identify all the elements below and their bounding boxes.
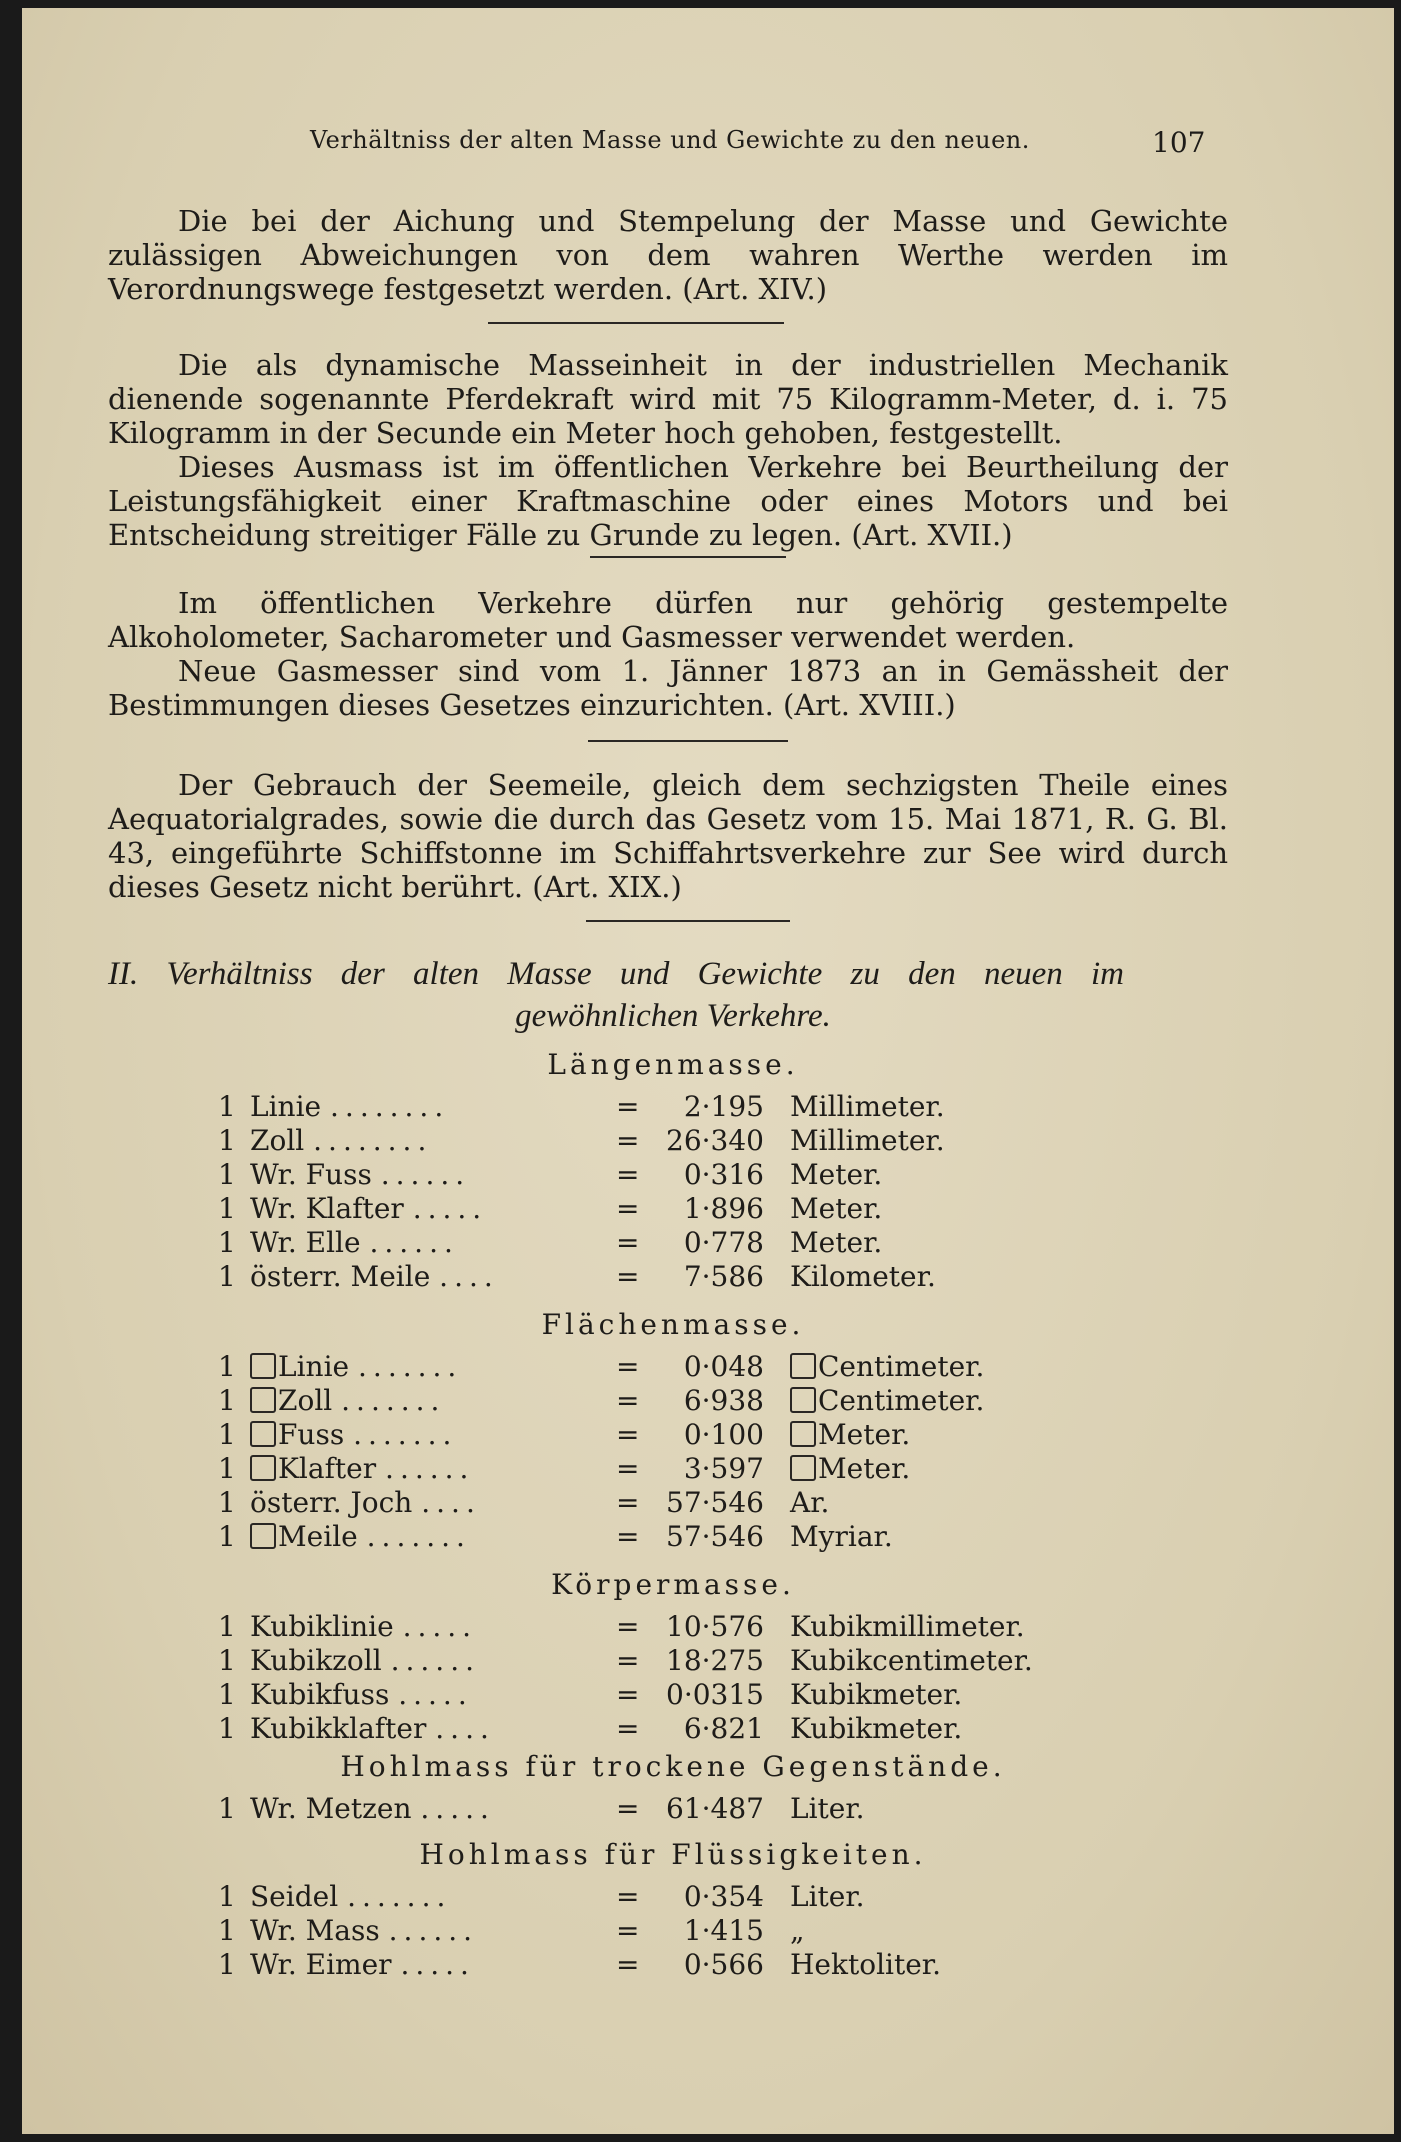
row-target-unit [790, 1090, 945, 1124]
leader-dots: ..... [402, 1610, 478, 1643]
table-row [218, 1452, 1118, 1486]
row-value: 1·896 [683, 1192, 764, 1225]
divider [588, 740, 788, 742]
leader-dots: ....... [366, 1520, 471, 1553]
row-count: 1 [218, 1452, 236, 1485]
row-value: 57·546 [666, 1486, 764, 1519]
paragraph-text: Dieses Ausmass ist im öffentlichen Verkehre bei Beurtheilung der Leistungsfähigkeit einer Kraftmaschine oder eines Motors und bei Entscheidung streitiger Fälle zu Grunde zu legen. (Art. XVII.) [108, 450, 1228, 552]
target-label: Meter. [790, 1226, 883, 1259]
row-unit [250, 1948, 475, 1982]
leader-dots: ....... [341, 1384, 446, 1417]
equals-sign: = [616, 1384, 640, 1417]
paragraph-text: Im öffentlichen Verkehre dürfen nur gehörig gestempelte Alkoholometer, Sacharometer und Gasmesser verwendet werden. [108, 586, 1228, 654]
row-value: 61·487 [666, 1792, 764, 1825]
equals-sign: = [616, 1880, 640, 1913]
row-target-unit [790, 1124, 945, 1158]
row-count: 1 [218, 1520, 236, 1553]
row-target-unit [790, 1158, 882, 1192]
row-value: 0·0315 [666, 1678, 764, 1711]
table-row [218, 1124, 1118, 1158]
row-unit [250, 1418, 457, 1452]
leader-dots: .... [435, 1712, 495, 1745]
row-value: 10·576 [666, 1610, 764, 1643]
row-count: 1 [218, 1158, 236, 1191]
row-target-unit [790, 1192, 882, 1226]
target-label: Millimeter. [790, 1090, 945, 1123]
unit-label: Wr. Eimer [250, 1948, 392, 1981]
row-target-unit [790, 1452, 910, 1486]
table-row [218, 1644, 1118, 1678]
equals-sign: = [616, 1124, 640, 1157]
row-target-unit [790, 1260, 936, 1294]
page-number: 107 [1152, 126, 1206, 159]
row-count: 1 [218, 1124, 236, 1157]
target-label: Hektoliter. [790, 1948, 942, 1981]
row-value: 0·100 [683, 1418, 764, 1451]
table-row [218, 1610, 1118, 1644]
table-group-title: Körpermasse. [551, 1568, 795, 1601]
page [22, 8, 1394, 2134]
row-target-unit [790, 1644, 1033, 1678]
table-row [218, 1418, 1118, 1452]
equals-sign: = [616, 1678, 640, 1711]
row-value: 0·566 [683, 1948, 764, 1981]
divider [586, 920, 790, 922]
row-value: 6·821 [683, 1712, 764, 1745]
row-target-unit [790, 1418, 910, 1452]
target-label: Kilometer. [790, 1260, 936, 1293]
unit-label: Meile [278, 1520, 358, 1553]
target-label: Meter. [790, 1158, 883, 1191]
unit-label: Kubiklinie [250, 1610, 394, 1643]
equals-sign: = [616, 1712, 640, 1745]
row-value: 2·195 [683, 1090, 764, 1123]
table-row [218, 1792, 1118, 1826]
table-row [218, 1948, 1118, 1982]
unit-label: Kubikfuss [250, 1678, 390, 1711]
row-count: 1 [218, 1384, 236, 1417]
leader-dots: ........ [330, 1090, 450, 1123]
section-heading [108, 954, 1238, 1036]
target-label: Meter. [818, 1452, 911, 1485]
equals-sign: = [616, 1486, 640, 1519]
row-unit [250, 1644, 480, 1678]
paragraph-art-xiv [108, 204, 1228, 306]
equals-sign: = [616, 1948, 640, 1981]
row-unit [250, 1712, 495, 1746]
row-target-unit [790, 1792, 865, 1826]
target-label: Kubikcentimeter. [790, 1644, 1033, 1677]
table-row [218, 1226, 1118, 1260]
target-label: Kubikmeter. [790, 1712, 963, 1745]
row-count: 1 [218, 1610, 236, 1643]
unit-label: Wr. Klafter [250, 1192, 404, 1225]
row-target-unit [790, 1948, 941, 1982]
row-unit [250, 1610, 477, 1644]
row-unit [250, 1452, 474, 1486]
leader-dots: ...... [385, 1452, 475, 1485]
row-value: 18·275 [666, 1644, 764, 1677]
row-value: 0·048 [683, 1350, 764, 1383]
table-row [218, 1880, 1118, 1914]
leader-dots: ...... [369, 1226, 459, 1259]
unit-label: Wr. Mass [250, 1914, 380, 1947]
row-value: 7·586 [683, 1260, 764, 1293]
unit-label: Wr. Metzen [250, 1792, 412, 1825]
row-count: 1 [218, 1192, 236, 1225]
unit-label: Kubikzoll [250, 1644, 382, 1677]
square-icon [250, 1421, 276, 1447]
square-icon [250, 1523, 276, 1549]
table-group-title: Längenmasse. [547, 1048, 799, 1081]
table-row [218, 1192, 1118, 1226]
row-value: 0·316 [683, 1158, 764, 1191]
target-label: „ [790, 1914, 805, 1947]
target-label: Millimeter. [790, 1124, 945, 1157]
divider [590, 556, 786, 558]
square-icon [250, 1387, 276, 1413]
leader-dots: ........ [313, 1124, 433, 1157]
equals-sign: = [616, 1792, 640, 1825]
unit-label: Seidel [250, 1880, 339, 1913]
target-label: Kubikmeter. [790, 1678, 963, 1711]
target-label: Meter. [790, 1192, 883, 1225]
equals-sign: = [616, 1226, 640, 1259]
row-unit [250, 1486, 481, 1520]
table-row [218, 1158, 1118, 1192]
row-unit [250, 1090, 449, 1124]
row-count: 1 [218, 1226, 236, 1259]
row-target-unit [790, 1226, 882, 1260]
equals-sign: = [616, 1090, 640, 1123]
leader-dots: ..... [400, 1948, 475, 1981]
square-icon [250, 1353, 276, 1379]
unit-label: Zoll [250, 1124, 305, 1157]
row-unit [250, 1192, 487, 1226]
table-row [218, 1914, 1118, 1948]
table-group-title: Hohlmass für trockene Gegenstände. [340, 1750, 1006, 1783]
leader-dots: ..... [420, 1792, 495, 1825]
row-count: 1 [218, 1260, 236, 1293]
square-icon [250, 1455, 276, 1481]
row-value: 3·597 [683, 1452, 764, 1485]
row-target-unit [790, 1914, 805, 1948]
paragraph-text: Der Gebrauch der Seemeile, gleich dem sechzigsten Theile eines Aequatorialgrades, sowie die durch das Gesetz vom 15. Mai 1871, R. G. Bl. 43, eingeführte Schiffstonne im Schiffahrtsverkehre zur See wird durch dieses Gesetz nicht berührt. (Art. XIX.) [108, 768, 1228, 904]
table-row [218, 1384, 1118, 1418]
row-value: 57·546 [666, 1520, 764, 1553]
paragraph-art-xvii [108, 348, 1228, 552]
row-count: 1 [218, 1678, 236, 1711]
row-count: 1 [218, 1948, 236, 1981]
row-unit [250, 1914, 478, 1948]
equals-sign: = [616, 1418, 640, 1451]
row-target-unit [790, 1520, 893, 1554]
row-target-unit [790, 1350, 984, 1384]
table-group-title: Hohlmass für Flüssigkeiten. [419, 1838, 927, 1871]
leader-dots: ..... [398, 1678, 473, 1711]
row-value: 26·340 [666, 1124, 764, 1157]
row-unit [250, 1260, 499, 1294]
square-icon [790, 1387, 816, 1413]
unit-label: Kubikklafter [250, 1712, 427, 1745]
row-unit [250, 1520, 471, 1554]
row-target-unit [790, 1880, 865, 1914]
target-label: Myriar. [790, 1520, 893, 1553]
equals-sign: = [616, 1914, 640, 1947]
row-count: 1 [218, 1712, 236, 1745]
leader-dots: ...... [390, 1644, 481, 1677]
row-value: 0·778 [683, 1226, 764, 1259]
target-label: Centimeter. [818, 1384, 985, 1417]
leader-dots: ....... [358, 1350, 463, 1383]
row-unit [250, 1226, 459, 1260]
leader-dots: .... [439, 1260, 499, 1293]
unit-label: österr. Joch [250, 1486, 413, 1519]
table-row [218, 1260, 1118, 1294]
paragraph-text: Die bei der Aichung und Stempelung der Masse und Gewichte zulässigen Abweichungen von dem wahren Werthe werden im Verordnungswege festgesetzt werden. (Art. XIV.) [108, 204, 1228, 306]
leader-dots: ....... [347, 1880, 452, 1913]
target-label: Liter. [790, 1880, 865, 1913]
unit-label: Fuss [278, 1418, 345, 1451]
target-label: Ar. [790, 1486, 830, 1519]
divider [488, 322, 784, 324]
row-unit [250, 1792, 495, 1826]
table-row [218, 1090, 1118, 1124]
unit-label: österr. Meile [250, 1260, 431, 1293]
unit-label: Klafter [278, 1452, 377, 1485]
table-row [218, 1520, 1118, 1554]
target-label: Kubikmillimeter. [790, 1610, 1025, 1643]
equals-sign: = [616, 1260, 640, 1293]
equals-sign: = [616, 1520, 640, 1553]
paragraph-text: Neue Gasmesser sind vom 1. Jänner 1873 an in Gemässheit der Bestimmungen dieses Gesetzes einzurichten. (Art. XVIII.) [108, 654, 1228, 722]
paragraph-art-xviii [108, 586, 1228, 722]
row-count: 1 [218, 1418, 236, 1451]
square-icon [790, 1353, 816, 1379]
row-unit [250, 1158, 470, 1192]
leader-dots: ...... [388, 1914, 479, 1947]
equals-sign: = [616, 1644, 640, 1677]
leader-dots: ...... [380, 1158, 471, 1191]
row-unit [250, 1124, 432, 1158]
leader-dots: ....... [353, 1418, 458, 1451]
equals-sign: = [616, 1192, 640, 1225]
target-label: Meter. [818, 1418, 911, 1451]
row-count: 1 [218, 1880, 236, 1913]
row-target-unit [790, 1712, 962, 1746]
row-target-unit [790, 1486, 829, 1520]
row-count: 1 [218, 1914, 236, 1947]
table-row [218, 1678, 1118, 1712]
table-row [218, 1350, 1118, 1384]
paragraph-art-xix [108, 768, 1228, 904]
equals-sign: = [616, 1452, 640, 1485]
unit-label: Wr. Fuss [250, 1158, 372, 1191]
row-count: 1 [218, 1644, 236, 1677]
row-target-unit [790, 1610, 1025, 1644]
target-label: Centimeter. [818, 1350, 985, 1383]
row-count: 1 [218, 1486, 236, 1519]
row-unit [250, 1880, 451, 1914]
equals-sign: = [616, 1158, 640, 1191]
table-row [218, 1486, 1118, 1520]
square-icon [790, 1421, 816, 1447]
row-target-unit [790, 1384, 984, 1418]
paragraph-text: Die als dynamische Masseinheit in der industriellen Mechanik dienende sogenannte Pferdekraft wird mit 75 Kilogramm-Meter, d. i. 75 Kilogramm in der Secunde ein Meter hoch gehoben, festgestellt. [108, 348, 1228, 450]
row-value: 0·354 [683, 1880, 764, 1913]
row-count: 1 [218, 1350, 236, 1383]
row-count: 1 [218, 1090, 236, 1123]
running-header: Verhältniss der alten Masse und Gewichte zu den neuen. [310, 126, 1030, 154]
leader-dots: ..... [412, 1192, 488, 1225]
square-icon [790, 1455, 816, 1481]
unit-label: Linie [278, 1350, 350, 1383]
row-value: 6·938 [683, 1384, 764, 1417]
target-label: Liter. [790, 1792, 865, 1825]
row-unit [250, 1678, 473, 1712]
row-target-unit [790, 1678, 962, 1712]
row-value: 1·415 [683, 1914, 764, 1947]
table-row [218, 1712, 1118, 1746]
leader-dots: .... [421, 1486, 481, 1519]
unit-label: Linie [250, 1090, 322, 1123]
table-group-title: Flächenmasse. [541, 1308, 805, 1341]
row-count: 1 [218, 1792, 236, 1825]
equals-sign: = [616, 1350, 640, 1383]
equals-sign: = [616, 1610, 640, 1643]
unit-label: Wr. Elle [250, 1226, 361, 1259]
unit-label: Zoll [278, 1384, 333, 1417]
row-unit [250, 1350, 462, 1384]
section-heading-line: gewöhnlichen Verkehre. [515, 998, 831, 1034]
section-heading-line: II. Verhältniss der alten Masse und Gewichte zu den neuen im [108, 956, 1125, 992]
row-unit [250, 1384, 445, 1418]
